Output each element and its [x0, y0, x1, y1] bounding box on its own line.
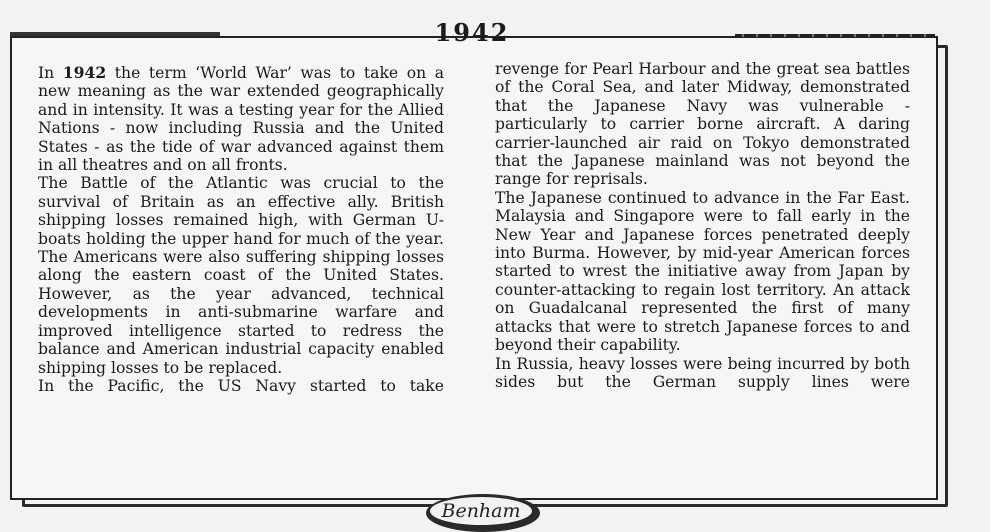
paragraph-intro	[38, 64, 444, 174]
paragraph-far-east: The Japanese continued to advance in the Far East. Malaysia and Singapore were to fall early in the New Year and Japanese forces penetrated deeply into Burma. However, by mid-year American forces started to wrest the initiative away from Japan by counter-attacking to regain lost territory. An attack on Guadalcanal represented the first of many attacks that were to stretch Japanese forces to and beyond their capability.	[495, 188, 910, 355]
page-title: 1942	[434, 18, 510, 47]
benham-logo	[422, 492, 542, 532]
badge-inner-oval	[430, 497, 532, 525]
intro-prefix: In	[38, 64, 63, 82]
badge-text: Benham	[441, 500, 521, 522]
paragraph-russia-start: In Russia, heavy losses were being incurred by both sides but the German supply lines were	[495, 354, 910, 391]
paragraph-pacific-continued: revenge for Pearl Harbour and the great sea battles of the Coral Sea, and later Midway, demonstrated that the Japanese Navy was vulnerable - particularly to carrier borne aircraft. A daring carrier-launched air raid on Tokyo demonstrated that the Japanese mainland was not beyond the range for reprisals.	[495, 60, 910, 189]
intro-body: the term ‘World War’ was to take on a new meaning as the war extended geographically and in intensity. It was a testing year for the Allied Nations - now including Russia and the United States - as the tide of war advanced against them in all theatres and on all fronts.	[38, 64, 444, 175]
paragraph-atlantic: The Battle of the Atlantic was crucial to the survival of Britain as an effective ally. British shipping losses remained high, with German U-boats holding the upper hand for much of the year. The Americans were also suffering shipping losses along the eastern coast of the United States. However, as the year advanced, technical developments in anti-submarine warfare and improved intelligence started to redress the balance and American industrial capacity enabled shipping losses to be replaced.	[38, 174, 444, 377]
intro-year: 1942	[62, 63, 107, 82]
right-text-column	[495, 60, 910, 391]
left-text-column	[38, 64, 444, 395]
paragraph-pacific-start: In the Pacific, the US Navy started to take	[38, 376, 444, 395]
